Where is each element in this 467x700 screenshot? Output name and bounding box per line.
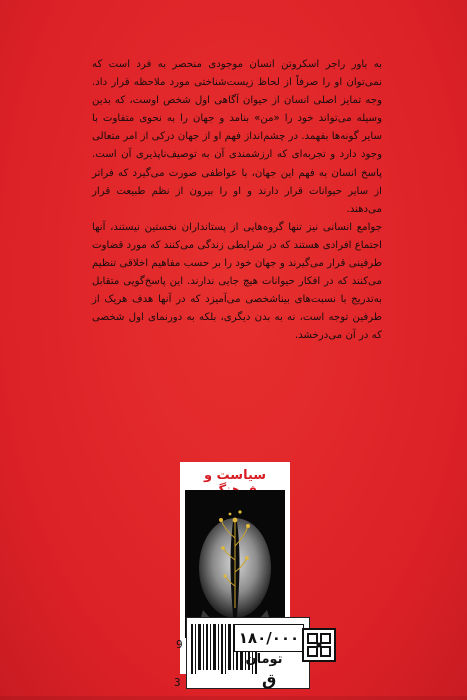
series-title: سیاست و [203,468,267,483]
publisher-logo-icon [302,628,336,662]
head-with-flower-illustration [185,490,285,638]
isbn-digit-right: 3 [174,676,181,689]
publisher-name-fragment: ق [262,670,277,689]
blurb-paragraph-1: به باور راجر اسکروتن انسان موجودی منحصر به فرد است که نمی‌توان او را صرفاً از لحاظ زیست‌شناختی مورد ملاحظه قرار داد. وجه تمایز اصلی انسان از حیوان آگاهی اول شخص اوست، که بدین وسیله می‌تواند خود را «من» بنامد و جهان را به نحوی متفاوت با سایر گونه‌ها بفهمد. در چشم‌انداز فهم او از جهان درکی از امر متعالی وجود دارد و تجربه‌ای که ارزشمندی آن به توصیف‌ناپذیری آن است. پاسخ انسان به فهم این جهان، با عواطفی صورت می‌گیرد که فراتر از سایر حیوانات قرار دارند و او را بیرون از نظم طبیعت قرار می‌دهند. [92,59,382,215]
bottom-edge-shadow [0,696,467,700]
series-cover-image [185,490,285,638]
price-currency: تومان [245,652,283,667]
price-amount: ۱۸۰/۰۰۰ [234,624,304,652]
blurb-paragraph-2: جوامع انسانی نیز تنها گروه‌هایی از پستانداران نخستین نیستند، آنها اجتماع افرادی هستند که در شرایطی زندگی می‌کنند که مورد قضاوت طرفینی قرار می‌گیرند و جهان خود را بر حسب مفاهیم اخلاقی تنظیم می‌کنند که در افکار حیوانات هیچ جایی ندارند. این پاسخ‌گویی متقابل به‌تدریج با نسبت‌های بینا‌شخصی می‌آمیزد که در آنها هدف هریک از طرفین توجه است، نه به بدن دیگری، بلکه به دورنمای اول شخصی که در آن می‌درخشد. [92,221,382,342]
isbn-digit-left: 9 [176,638,183,651]
back-cover-blurb [92,56,382,346]
